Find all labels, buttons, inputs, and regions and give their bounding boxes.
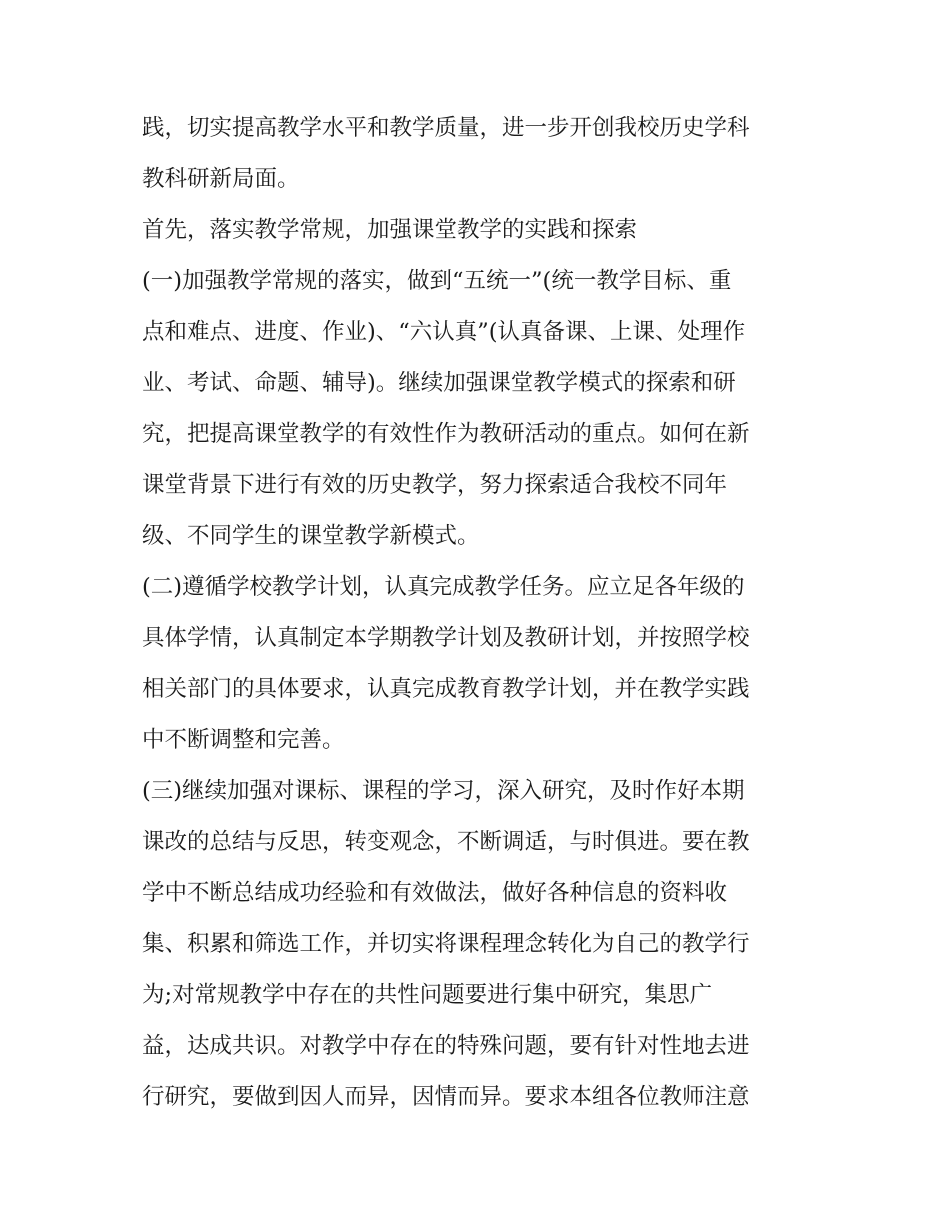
text-line: 益，达成共识。对教学中存在的特殊问题，要有针对性地去进 [142,1033,750,1059]
text-line: 课堂背景下进行有效的历史教学，努力探索适合我校不同年 [142,472,728,498]
text-line: 教科研新局面。 [142,166,300,192]
text-line: 究，把提高课堂教学的有效性作为教研活动的重点。如何在新 [142,421,750,447]
text-line: 首先，落实教学常规，加强课堂教学的实践和探索 [142,217,638,243]
text-line: 课改的总结与反思，转变观念，不断调适，与时俱进。要在教 [142,829,750,855]
text-line: 践，切实提高教学水平和教学质量，进一步开创我校历史学科 [142,115,750,141]
text-line: 相关部门的具体要求，认真完成教育教学计划，并在教学实践 [142,676,750,702]
text-line: 级、不同学生的课堂教学新模式。 [142,523,480,549]
text-line: 中不断调整和完善。 [142,727,345,753]
text-line: 业、考试、命题、辅导)。继续加强课堂教学模式的探索和研 [142,370,736,396]
text-line: 行研究，要做到因人而异，因情而异。要求本组各位教师注意 [142,1084,750,1110]
text-line: (三)继续加强对课标、课程的学习，深入研究，及时作好本期 [142,778,745,804]
text-line: (一)加强教学常规的落实，做到“五统一”(统一教学目标、重 [142,268,732,294]
text-line: 具体学情，认真制定本学期教学计划及教研计划，并按照学校 [142,625,750,651]
text-line: 集、积累和筛选工作，并切实将课程理念转化为自己的教学行 [142,931,750,957]
text-line: 学中不断总结成功经验和有效做法，做好各种信息的资料收 [142,880,728,906]
text-line: 点和难点、进度、作业)、“六认真”(认真备课、上课、处理作 [142,319,746,345]
text-line: (二)遵循学校教学计划，认真完成教学任务。应立足各年级的 [142,574,745,600]
text-line: 为;对常规教学中存在的共性问题要进行集中研究，集思广 [142,982,713,1008]
